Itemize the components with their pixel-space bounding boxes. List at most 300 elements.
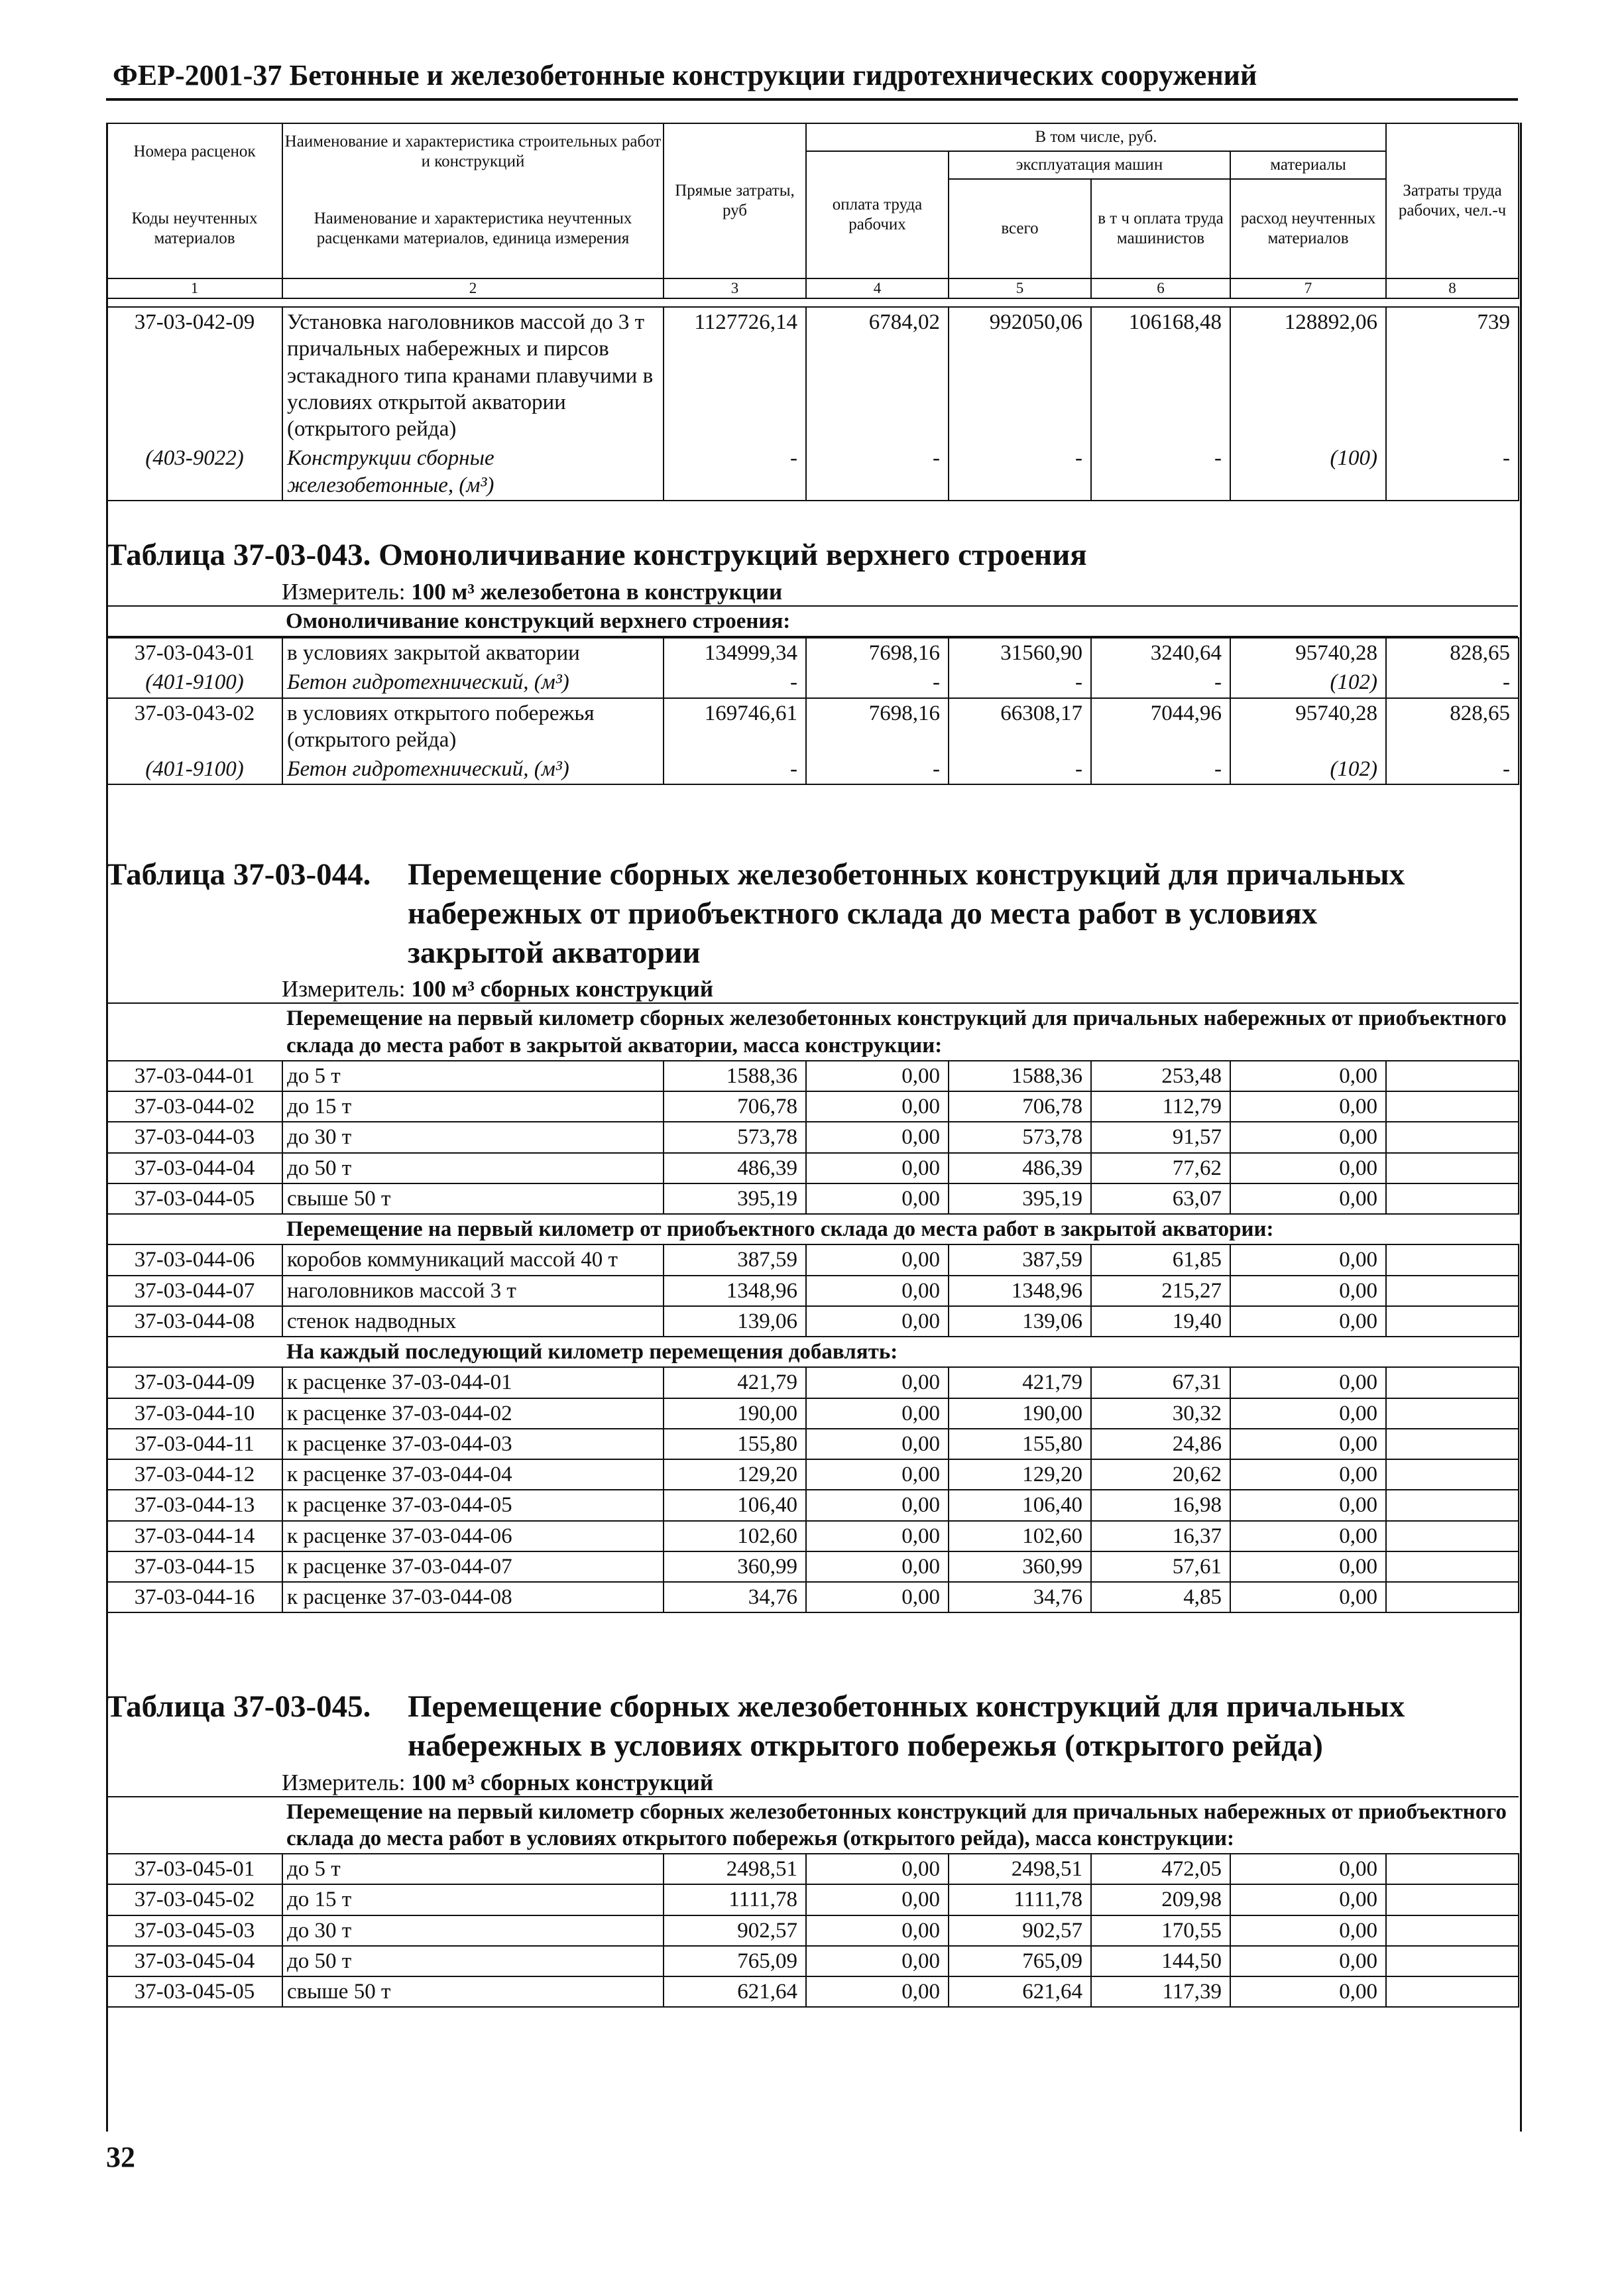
value-cell: 66308,17	[949, 698, 1091, 755]
work-name: до 5 т	[282, 1061, 664, 1091]
table-row	[107, 1367, 1519, 1398]
header-labor-costs: Затраты труда рабочих, чел.-ч	[1386, 123, 1519, 278]
measure-unit	[282, 1770, 1518, 1796]
value-cell	[1386, 1884, 1519, 1915]
value-cell: 706,78	[664, 1091, 806, 1122]
header-including: В том числе, руб.	[806, 123, 1386, 151]
header-rule	[106, 98, 1518, 101]
rate-code: 37-03-044-11	[107, 1429, 282, 1459]
value-cell: 155,80	[949, 1429, 1091, 1459]
material-row	[107, 755, 1519, 784]
header-material-usage: расход неучтенных материалов	[1230, 179, 1386, 278]
value-cell: 0,00	[806, 1306, 949, 1337]
table-title-line: набережных в условиях открытого побережья (открытого рейда)	[408, 1728, 1323, 1763]
column-number: 8	[1386, 278, 1519, 298]
value-cell: 828,65	[1386, 638, 1519, 668]
value-cell: 0,00	[806, 1367, 949, 1398]
value-cell: 95740,28	[1230, 698, 1386, 755]
work-name: к расценке 37-03-044-05	[282, 1490, 664, 1520]
measure-unit	[282, 976, 1518, 1002]
value-cell: 209,98	[1091, 1884, 1230, 1915]
table-row	[107, 638, 1519, 668]
value-cell: 902,57	[664, 1915, 806, 1946]
rate-code: 37-03-044-13	[107, 1490, 282, 1520]
section-row	[107, 1337, 1519, 1367]
material-value: -	[806, 668, 949, 697]
value-cell: 139,06	[949, 1306, 1091, 1337]
material-value: -	[664, 668, 806, 697]
value-cell: 765,09	[949, 1946, 1091, 1976]
work-name: до 50 т	[282, 1153, 664, 1183]
work-name: до 15 т	[282, 1884, 664, 1915]
rate-code: 37-03-044-04	[107, 1153, 282, 1183]
rate-code: 37-03-044-06	[107, 1244, 282, 1275]
table-title-line: Перемещение сборных железобетонных конструкций для причальных	[408, 857, 1405, 892]
value-cell: 19,40	[1091, 1306, 1230, 1337]
column-number: 3	[664, 278, 806, 298]
table-label: Таблица 37-03-043.	[106, 538, 371, 572]
value-cell: 16,98	[1091, 1490, 1230, 1520]
work-name: до 50 т	[282, 1946, 664, 1976]
rate-code: 37-03-045-04	[107, 1946, 282, 1976]
value-cell	[1386, 1367, 1519, 1398]
measure-prefix: Измеритель:	[282, 1769, 406, 1795]
value-cell: 95740,28	[1230, 638, 1386, 668]
work-name: к расценке 37-03-044-03	[282, 1429, 664, 1459]
table-042-block	[106, 306, 1518, 501]
value-cell: 0,00	[1230, 1490, 1386, 1520]
column-number: 5	[949, 278, 1091, 298]
value-cell: 0,00	[806, 1459, 949, 1490]
rate-code: 37-03-045-03	[107, 1915, 282, 1946]
value-cell: 1588,36	[949, 1061, 1091, 1091]
value-cell: 67,31	[1091, 1367, 1230, 1398]
column-number: 7	[1230, 278, 1386, 298]
value-cell	[1386, 1976, 1519, 2007]
work-name: наголовников массой 3 т	[282, 1276, 664, 1306]
value-cell: 0,00	[806, 1915, 949, 1946]
work-name: Установка наголовников массой до 3 т причальных набережных и пирсов эстакадного типа кранами плавучими в условиях открытой акватории (открытого рейда)	[282, 307, 664, 444]
value-cell: 0,00	[1230, 1244, 1386, 1275]
value-cell: 2498,51	[949, 1854, 1091, 1884]
work-name: к расценке 37-03-044-08	[282, 1582, 664, 1612]
section-heading: Перемещение на первый километр сборных железобетонных конструкций для причальных набережных от приобъектного склада до места работ в закрытой акватории, масса конструкции:	[282, 1003, 1519, 1061]
value-cell: 0,00	[806, 1122, 949, 1152]
value-cell: 0,00	[806, 1551, 949, 1582]
value-cell: 0,00	[806, 1946, 949, 1976]
value-cell	[1386, 1490, 1519, 1520]
material-row	[107, 444, 1519, 501]
value-cell: 106,40	[949, 1490, 1091, 1520]
value-cell: 0,00	[806, 1490, 949, 1520]
value-cell: 253,48	[1091, 1061, 1230, 1091]
value-cell: 1111,78	[949, 1884, 1091, 1915]
rate-code: 37-03-044-16	[107, 1582, 282, 1612]
value-cell: 706,78	[949, 1091, 1091, 1122]
material-value: -	[664, 755, 806, 784]
value-cell	[1386, 1946, 1519, 1976]
rate-code: 37-03-044-08	[107, 1306, 282, 1337]
work-name: стенок надводных	[282, 1306, 664, 1337]
column-number: 1	[107, 278, 282, 298]
material-name: Бетон гидротехнический, (м³)	[282, 668, 664, 697]
header-rate-number: Номера расценок	[107, 123, 282, 179]
section-spacer	[107, 1003, 282, 1061]
value-cell: 61,85	[1091, 1244, 1230, 1275]
rate-code: 37-03-042-09	[107, 307, 282, 444]
value-cell	[1386, 1183, 1519, 1214]
column-header-table	[106, 123, 1519, 299]
section-spacer	[107, 1214, 282, 1244]
table-label: Таблица 37-03-044.	[106, 857, 371, 892]
material-name: Бетон гидротехнический, (м³)	[282, 755, 664, 784]
material-value: -	[1091, 755, 1230, 784]
table-row	[107, 1398, 1519, 1429]
rate-code: 37-03-045-02	[107, 1884, 282, 1915]
value-cell	[1386, 1061, 1519, 1091]
table-043	[106, 536, 1518, 785]
value-cell	[1386, 1091, 1519, 1122]
value-cell	[1386, 1854, 1519, 1884]
value-cell: 0,00	[1230, 1091, 1386, 1122]
value-cell: 4,85	[1091, 1582, 1230, 1612]
table-row	[107, 1521, 1519, 1551]
value-cell: 0,00	[806, 1429, 949, 1459]
value-cell: 0,00	[1230, 1884, 1386, 1915]
work-name: до 30 т	[282, 1122, 664, 1152]
value-cell: 0,00	[1230, 1582, 1386, 1612]
material-value: -	[1386, 444, 1519, 501]
section-heading: Омоноличивание конструкций верхнего строения:	[282, 606, 1518, 636]
table-045	[106, 1687, 1518, 2008]
table-title-line: закрытой акватории	[408, 935, 701, 970]
material-value: -	[1091, 444, 1230, 501]
measure-value: 100 м³ сборных конструкций	[411, 976, 714, 1002]
page-number: 32	[106, 2141, 135, 2173]
value-worker-pay: 6784,02	[806, 307, 949, 444]
rate-code: 37-03-044-01	[107, 1061, 282, 1091]
table-row	[107, 1915, 1519, 1946]
work-name: коробов коммуникаций массой 40 т	[282, 1244, 664, 1275]
value-cell: 0,00	[806, 1521, 949, 1551]
material-value: (100)	[1230, 444, 1386, 501]
value-cell: 0,00	[806, 1244, 949, 1275]
value-cell: 144,50	[1091, 1946, 1230, 1976]
section-row	[107, 1003, 1519, 1061]
work-name: к расценке 37-03-044-06	[282, 1521, 664, 1551]
value-cell	[1386, 1915, 1519, 1946]
section-heading: На каждый последующий километр перемещения добавлять:	[282, 1337, 1519, 1367]
value-cell: 215,27	[1091, 1276, 1230, 1306]
value-cell: 129,20	[664, 1459, 806, 1490]
rate-code: 37-03-044-12	[107, 1459, 282, 1490]
table-row	[107, 1276, 1519, 1306]
material-value: -	[806, 755, 949, 784]
value-cell: 360,99	[949, 1551, 1091, 1582]
value-cell: 828,65	[1386, 698, 1519, 755]
table-row	[107, 307, 1519, 444]
header-machines-total: всего	[949, 179, 1091, 278]
material-value: -	[949, 755, 1091, 784]
value-cell	[1386, 1429, 1519, 1459]
measure-value: 100 м³ железобетона в конструкции	[411, 578, 783, 605]
table-row	[107, 1306, 1519, 1337]
table-title-line: набережных от приобъектного склада до места работ в условиях	[408, 896, 1318, 931]
work-name: свыше 50 т	[282, 1976, 664, 2007]
value-cell: 621,64	[664, 1976, 806, 2007]
material-value: -	[1386, 668, 1519, 697]
header-work-name: Наименование и характеристика строительных работ и конструкций	[282, 123, 664, 179]
rate-code: 37-03-044-09	[107, 1367, 282, 1398]
table-row	[107, 1429, 1519, 1459]
table-row	[107, 698, 1519, 755]
value-cell: 3240,64	[1091, 638, 1230, 668]
value-cell: 1348,96	[664, 1276, 806, 1306]
table-row	[107, 1976, 1519, 2007]
table-row	[107, 1244, 1519, 1275]
value-cell: 34,76	[664, 1582, 806, 1612]
material-value: (102)	[1230, 755, 1386, 784]
value-cell: 0,00	[806, 1884, 949, 1915]
work-name: до 15 т	[282, 1091, 664, 1122]
material-value: (102)	[1230, 668, 1386, 697]
value-cell: 102,60	[664, 1521, 806, 1551]
rate-code: 37-03-044-03	[107, 1122, 282, 1152]
value-cell	[1386, 1551, 1519, 1582]
section-heading: Перемещение на первый километр от приобъектного склада до места работ в закрытой акватории:	[282, 1214, 1519, 1244]
value-cell: 2498,51	[664, 1854, 806, 1884]
material-row	[107, 668, 1519, 697]
value-cell	[1386, 1244, 1519, 1275]
table-row	[107, 1854, 1519, 1884]
value-cell: 573,78	[664, 1122, 806, 1152]
table-title	[106, 536, 1518, 575]
table-row	[107, 1153, 1519, 1183]
table-row	[107, 1490, 1519, 1520]
section-spacer	[107, 1337, 282, 1367]
page-header: ФЕР-2001-37 Бетонные и железобетонные конструкции гидротехнических сооружений	[113, 59, 1257, 91]
value-cell: 16,37	[1091, 1521, 1230, 1551]
value-cell: 1111,78	[664, 1884, 806, 1915]
table-row	[107, 1946, 1519, 1976]
material-code: (403-9022)	[107, 444, 282, 501]
value-direct: 1127726,14	[664, 307, 806, 444]
rate-code: 37-03-044-02	[107, 1091, 282, 1122]
header-direct-costs: Прямые затраты, руб	[664, 123, 806, 278]
value-cell: 0,00	[1230, 1521, 1386, 1551]
value-cell: 486,39	[664, 1153, 806, 1183]
value-cell: 421,79	[664, 1367, 806, 1398]
value-cell: 0,00	[1230, 1854, 1386, 1884]
work-name: к расценке 37-03-044-04	[282, 1459, 664, 1490]
value-cell: 7698,16	[806, 698, 949, 755]
value-cell: 0,00	[1230, 1367, 1386, 1398]
value-cell: 170,55	[1091, 1915, 1230, 1946]
value-cell: 0,00	[806, 1854, 949, 1884]
rate-code: 37-03-043-02	[107, 698, 282, 755]
header-material-codes: Коды неучтенных материалов	[107, 179, 282, 278]
header-materials: материалы	[1230, 151, 1386, 179]
value-cell: 57,61	[1091, 1551, 1230, 1582]
value-cell: 0,00	[806, 1276, 949, 1306]
measure-value: 100 м³ сборных конструкций	[411, 1769, 714, 1795]
work-name: в условиях открытого побережья (открытого рейда)	[282, 698, 664, 755]
value-cell: 0,00	[1230, 1551, 1386, 1582]
value-cell: 0,00	[1230, 1153, 1386, 1183]
work-name: до 5 т	[282, 1854, 664, 1884]
value-cell: 1348,96	[949, 1276, 1091, 1306]
rate-code: 37-03-044-07	[107, 1276, 282, 1306]
value-cell: 765,09	[664, 1946, 806, 1976]
value-materials: 128892,06	[1230, 307, 1386, 444]
value-cell: 0,00	[806, 1153, 949, 1183]
value-cell: 573,78	[949, 1122, 1091, 1152]
work-name: в условиях закрытой акватории	[282, 638, 664, 668]
table-row	[107, 1884, 1519, 1915]
work-name: к расценке 37-03-044-07	[282, 1551, 664, 1582]
value-cell: 63,07	[1091, 1183, 1230, 1214]
value-cell: 117,39	[1091, 1976, 1230, 2007]
column-number: 4	[806, 278, 949, 298]
section-heading: Перемещение на первый километр сборных железобетонных конструкций для причальных набережных от приобъектного склада до места работ в условиях открытого побережья (открытого рейда), масса конструкции:	[282, 1797, 1519, 1854]
material-code: (401-9100)	[107, 755, 282, 784]
work-name: до 30 т	[282, 1915, 664, 1946]
value-cell: 31560,90	[949, 638, 1091, 668]
value-cell: 421,79	[949, 1367, 1091, 1398]
value-cell: 190,00	[949, 1398, 1091, 1429]
value-cell	[1386, 1153, 1519, 1183]
value-cell: 387,59	[949, 1244, 1091, 1275]
header-machines: эксплуатация машин	[949, 151, 1230, 179]
material-code: (401-9100)	[107, 668, 282, 697]
value-cell: 472,05	[1091, 1854, 1230, 1884]
value-cell: 129,20	[949, 1459, 1091, 1490]
value-cell: 106,40	[664, 1490, 806, 1520]
header-material-name: Наименование и характеристика неучтенных расценками материалов, единица измерения	[282, 179, 664, 278]
value-cell: 77,62	[1091, 1153, 1230, 1183]
value-machines: 992050,06	[949, 307, 1091, 444]
section-row	[107, 1797, 1519, 1854]
value-cell: 0,00	[806, 1398, 949, 1429]
value-cell: 360,99	[664, 1551, 806, 1582]
measure-prefix: Измеритель:	[282, 976, 406, 1002]
value-cell: 7044,96	[1091, 698, 1230, 755]
value-cell: 1588,36	[664, 1061, 806, 1091]
section-spacer	[107, 1797, 282, 1854]
value-cell: 190,00	[664, 1398, 806, 1429]
value-cell: 0,00	[806, 1091, 949, 1122]
measure-prefix: Измеритель:	[282, 578, 406, 605]
value-cell: 30,32	[1091, 1398, 1230, 1429]
value-cell: 134999,34	[664, 638, 806, 668]
value-cell: 34,76	[949, 1582, 1091, 1612]
material-value: -	[949, 668, 1091, 697]
column-number: 6	[1091, 278, 1230, 298]
value-cell: 486,39	[949, 1153, 1091, 1183]
value-cell	[1386, 1306, 1519, 1337]
table-row	[107, 1551, 1519, 1582]
table-044	[106, 855, 1518, 1613]
material-name: Конструкции сборные железобетонные, (м³)	[282, 444, 664, 501]
value-cell: 24,86	[1091, 1429, 1230, 1459]
section-row	[107, 1214, 1519, 1244]
value-cell: 0,00	[1230, 1306, 1386, 1337]
value-cell: 91,57	[1091, 1122, 1230, 1152]
table-row	[107, 1582, 1519, 1612]
value-cell	[1386, 1276, 1519, 1306]
value-cell: 0,00	[1230, 1276, 1386, 1306]
value-cell	[1386, 1521, 1519, 1551]
value-cell: 139,06	[664, 1306, 806, 1337]
material-value: -	[806, 444, 949, 501]
work-name: свыше 50 т	[282, 1183, 664, 1214]
material-value: -	[949, 444, 1091, 501]
table-title	[106, 855, 1518, 972]
value-cell: 7698,16	[806, 638, 949, 668]
rate-code: 37-03-044-05	[107, 1183, 282, 1214]
table-row	[107, 1459, 1519, 1490]
value-cell: 0,00	[1230, 1915, 1386, 1946]
table-row	[107, 1183, 1519, 1214]
rate-code: 37-03-044-14	[107, 1521, 282, 1551]
material-value: -	[664, 444, 806, 501]
value-cell: 0,00	[806, 1976, 949, 2007]
value-cell: 0,00	[1230, 1061, 1386, 1091]
rate-code: 37-03-045-01	[107, 1854, 282, 1884]
value-cell: 0,00	[1230, 1429, 1386, 1459]
value-cell: 20,62	[1091, 1459, 1230, 1490]
value-cell: 102,60	[949, 1521, 1091, 1551]
value-labor: 739	[1386, 307, 1519, 444]
value-cell: 112,79	[1091, 1091, 1230, 1122]
table-label: Таблица 37-03-045.	[106, 1689, 371, 1724]
work-name: к расценке 37-03-044-01	[282, 1367, 664, 1398]
value-cell: 169746,61	[664, 698, 806, 755]
value-cell: 0,00	[1230, 1459, 1386, 1490]
value-cell: 0,00	[1230, 1398, 1386, 1429]
column-number: 2	[282, 278, 664, 298]
value-cell: 155,80	[664, 1429, 806, 1459]
material-value: -	[1386, 755, 1519, 784]
work-name: к расценке 37-03-044-02	[282, 1398, 664, 1429]
table-row	[107, 1061, 1519, 1091]
rate-code: 37-03-045-05	[107, 1976, 282, 2007]
material-value: -	[1091, 668, 1230, 697]
value-cell	[1386, 1582, 1519, 1612]
rate-code: 37-03-044-10	[107, 1398, 282, 1429]
table-title-text: Омоноличивание конструкций верхнего строения	[378, 538, 1087, 572]
value-cell: 902,57	[949, 1915, 1091, 1946]
value-cell: 0,00	[1230, 1122, 1386, 1152]
value-cell: 0,00	[1230, 1976, 1386, 2007]
value-cell: 621,64	[949, 1976, 1091, 2007]
value-cell: 387,59	[664, 1244, 806, 1275]
rate-code: 37-03-043-01	[107, 638, 282, 668]
header-machinist-pay: в т ч оплата труда машинистов	[1091, 179, 1230, 278]
header-worker-pay: оплата труда рабочих	[806, 151, 949, 278]
value-cell: 0,00	[806, 1183, 949, 1214]
table-title	[106, 1687, 1518, 1766]
rate-code: 37-03-044-15	[107, 1551, 282, 1582]
value-cell: 0,00	[806, 1582, 949, 1612]
value-cell: 0,00	[1230, 1946, 1386, 1976]
value-cell	[1386, 1459, 1519, 1490]
value-cell	[1386, 1122, 1519, 1152]
value-cell: 395,19	[949, 1183, 1091, 1214]
table-row	[107, 1122, 1519, 1152]
value-cell: 0,00	[1230, 1183, 1386, 1214]
value-cell: 395,19	[664, 1183, 806, 1214]
